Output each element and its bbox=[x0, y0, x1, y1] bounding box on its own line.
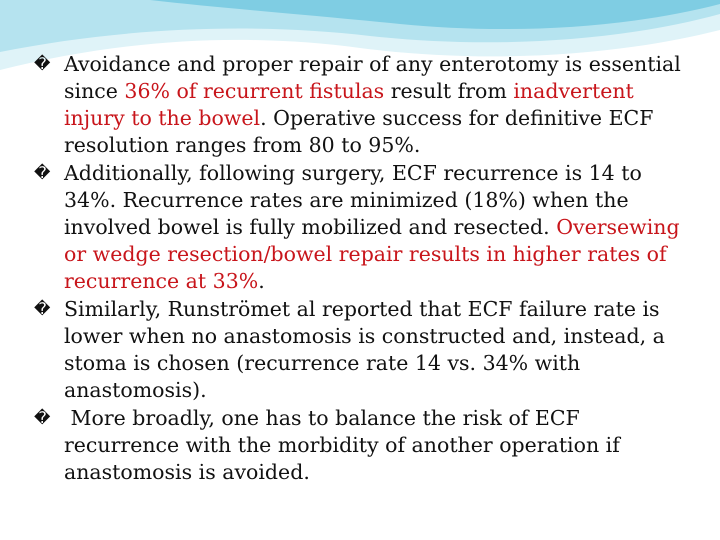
highlighted-text: 36% of recurrent fistulas bbox=[124, 79, 385, 103]
paragraph-text: More broadly, one has to balance the risk of ECF recurrence with the morbidity of another operation if anastomosis is avoided. bbox=[64, 406, 620, 484]
bullet-paragraph bbox=[34, 159, 694, 295]
paragraph-text: Additionally, following surgery, ECF recurrence is 14 to 34%. Recurrence rates are minimized (18%) when the involved bowel is fully mobilized and resected. bbox=[64, 161, 642, 239]
bullet-marker-icon: � bbox=[34, 408, 51, 427]
bullet-paragraph bbox=[34, 404, 694, 486]
bullet-marker-icon: � bbox=[34, 163, 51, 182]
paragraph-text: Similarly, Runströmet al reported that ECF failure rate is lower when no anastomosis is constructed and, instead, a stoma is chosen (recurrence rate 14 vs. 34% with anastomosis). bbox=[64, 297, 665, 402]
bullet-marker-icon: � bbox=[34, 299, 51, 318]
paragraph-text: result from bbox=[384, 79, 514, 103]
paragraph-text: Avoidance and proper repair of any enterotomy is essential since bbox=[64, 52, 681, 103]
paragraph-text: . bbox=[258, 269, 265, 293]
bullet-paragraph bbox=[34, 50, 694, 159]
slide-body bbox=[34, 50, 694, 486]
highlighted-text: inadvertent injury to the bowel bbox=[64, 79, 634, 130]
bullet-marker-icon: � bbox=[34, 54, 51, 73]
bullet-paragraph bbox=[34, 295, 694, 404]
paragraph-text: . Operative success for definitive ECF resolution ranges from 80 to 95%. bbox=[64, 106, 654, 157]
highlighted-text: Oversewing or wedge resection/bowel repair results in higher rates of recurrence at 33% bbox=[64, 215, 680, 293]
